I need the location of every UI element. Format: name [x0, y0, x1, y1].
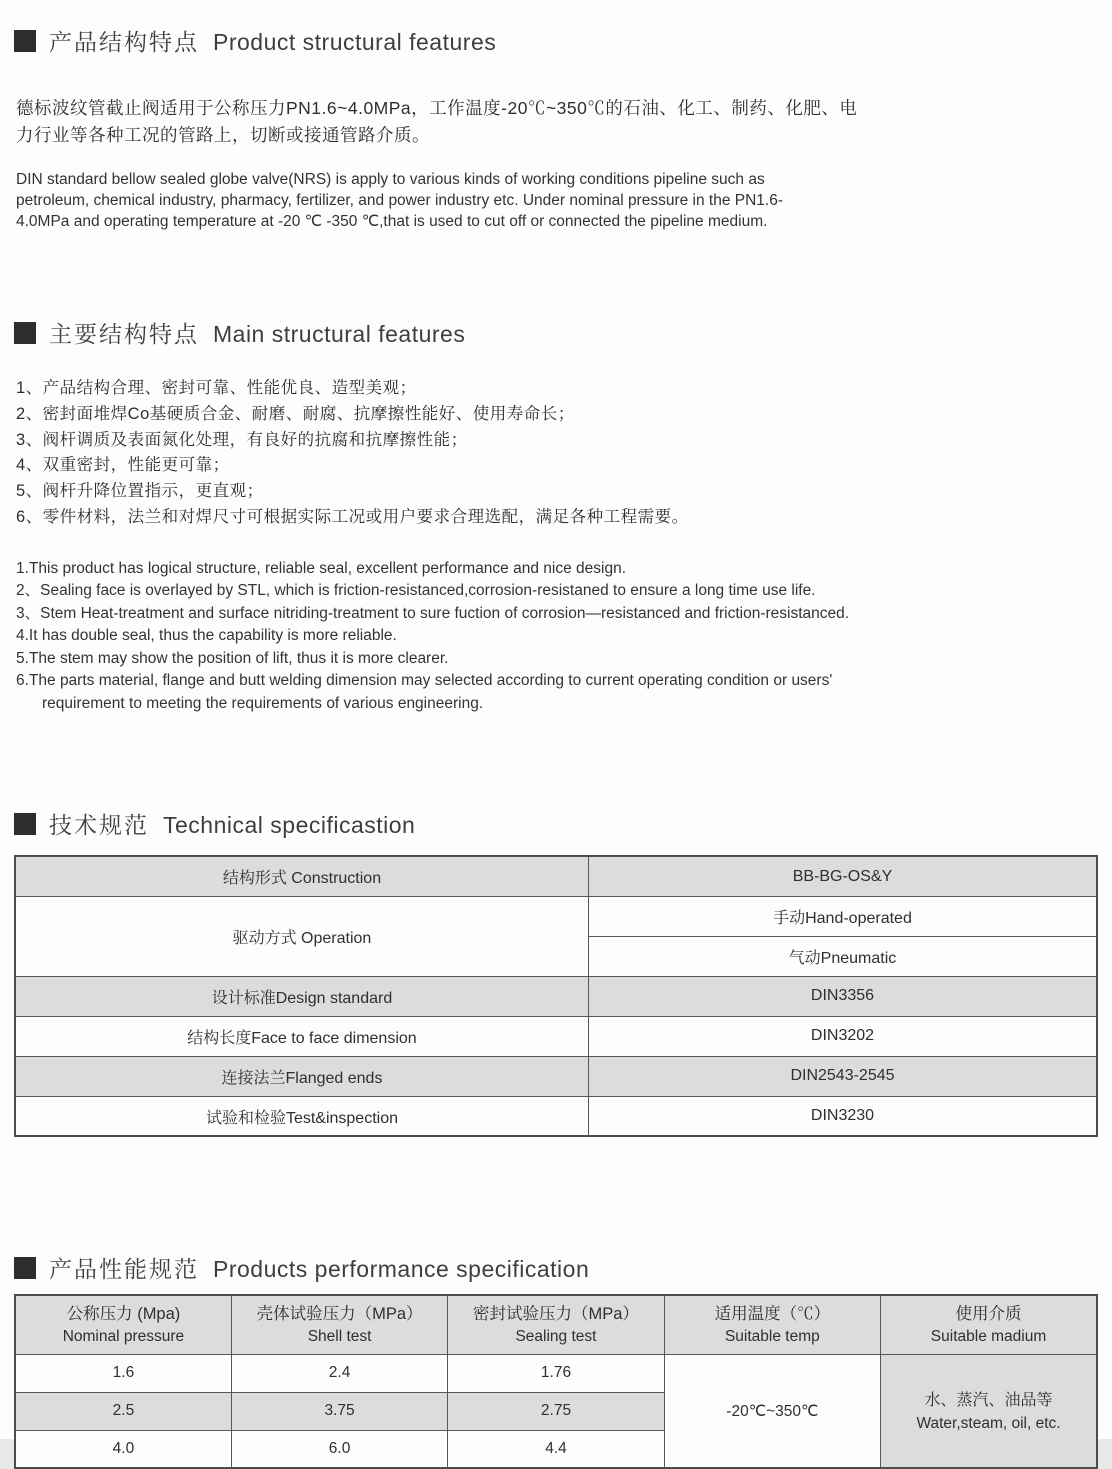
sealing-test-cell: 4.4	[448, 1430, 664, 1468]
spec-value-cell: DIN3356	[588, 976, 1097, 1016]
table-header-row	[15, 1295, 1097, 1354]
section-title-zh: 产品性能规范	[49, 1256, 199, 1283]
pressure-cell: 4.0	[15, 1430, 231, 1468]
list-item: 1.This product has logical structure, reliable seal, excellent performance and nice design.	[16, 559, 626, 577]
section-title-en: Products performance specification	[213, 1256, 590, 1283]
spec-label-cell: 驱动方式 Operation	[15, 896, 588, 976]
column-header-zh: 使用介质	[955, 1305, 1022, 1324]
list-item: 6、零件材料，法兰和对焊尺寸可根据实际工况或用户要求合理选配，满足各种工程需要。	[16, 507, 689, 526]
section-bullet-icon	[14, 30, 36, 52]
medium-cell	[881, 1354, 1097, 1468]
column-header-en: Shell test	[307, 1328, 372, 1346]
column-header-en: Sealing test	[515, 1328, 597, 1346]
sealing-test-cell: 2.75	[448, 1392, 664, 1430]
features-list-zh	[16, 376, 1098, 531]
spec-label-cell: 结构形式 Construction	[15, 856, 588, 896]
table-row	[15, 1016, 1097, 1056]
section-bullet-icon	[14, 322, 36, 344]
list-item: 2、密封面堆焊Co基硬质合金、耐磨、耐腐、抗摩擦性能好、使用寿命长；	[16, 404, 575, 423]
performance-specification-table	[14, 1294, 1098, 1469]
temp-range-cell: -20℃~350℃	[664, 1354, 880, 1468]
table-row	[15, 896, 1097, 936]
section-title-zh: 产品结构特点	[49, 29, 199, 55]
spec-value-cell: 手动Hand-operated	[588, 896, 1097, 936]
spec-value-cell: 气动Pneumatic	[588, 936, 1097, 976]
column-header	[881, 1295, 1097, 1354]
list-item: 3、Stem Heat-treatment and surface nitriding-treatment to sure fuction of corrosion—resistanced and friction-resistanced.	[16, 604, 850, 622]
spec-value-cell: DIN3230	[588, 1096, 1097, 1136]
table-row	[15, 1056, 1097, 1096]
list-item: 2、Sealing face is overlayed by STL, which is friction-resistanced,corrosion-resistaned to ensure a long time use life.	[16, 582, 816, 600]
table-row	[15, 1354, 1097, 1392]
spec-value-cell: BB-BG-OS&Y	[588, 856, 1097, 896]
list-item: 5.The stem may show the position of lift, thus it is more clearer.	[16, 649, 449, 667]
shell-test-cell: 3.75	[231, 1392, 447, 1430]
spec-value-cell: DIN3202	[588, 1016, 1097, 1056]
section-title-en: Main structural features	[213, 321, 466, 347]
column-header	[231, 1295, 447, 1354]
sealing-test-cell: 1.76	[448, 1354, 664, 1392]
column-header-zh: 壳体试验压力（MPa）	[256, 1305, 423, 1324]
section-header-technical-specification	[14, 807, 1098, 840]
column-header	[664, 1295, 880, 1354]
column-header-en: Suitable temp	[724, 1328, 820, 1346]
table-row	[15, 976, 1097, 1016]
product-description-zh: 德标波纹管截止阀适用于公称压力PN1.6~4.0MPa，工作温度-20℃~350℃的石油、化工、制药、化肥、电力行业等各种工况的管路上，切断或接通管路介质。	[16, 98, 858, 145]
spec-label-cell: 设计标准Design standard	[15, 976, 588, 1016]
medium-zh: 水、蒸汽、油品等	[924, 1391, 1053, 1409]
section-title-zh: 主要结构特点	[49, 321, 199, 347]
section-title-en: Technical specificastion	[163, 812, 416, 839]
medium-en: Water,steam, oil, etc.	[916, 1414, 1061, 1432]
section-header-product-structural-features	[14, 24, 1098, 57]
table-row	[15, 1096, 1097, 1136]
product-description-en: DIN standard bellow sealed globe valve(NRS) is apply to various kinds of working conditions pipeline such as petroleum, chemical industry, pharmacy, fertilizer, and power industry etc. Under nominal pressure in the PN1.6-4.0MPa and operating temperature at -20 ℃ -350 ℃,that is used to cut off or connected the pipeline medium.	[16, 171, 784, 230]
list-item: 3、阀杆调质及表面氮化处理，有良好的抗腐和抗摩擦性能；	[16, 430, 468, 449]
list-item: 6.The parts material, flange and butt welding dimension may selected according to current operating condition or users' requirement to meeting the requirements of various engineering.	[16, 672, 833, 712]
pressure-cell: 1.6	[15, 1354, 231, 1392]
column-header-zh: 公称压力 (Mpa)	[66, 1305, 181, 1324]
column-header-zh: 密封试验压力（MPa）	[473, 1305, 639, 1324]
column-header-en: Nominal pressure	[62, 1328, 185, 1346]
section-title-en: Product structural features	[213, 29, 497, 55]
technical-specification-table	[14, 855, 1098, 1137]
features-list-en	[16, 558, 852, 716]
column-header	[448, 1295, 664, 1354]
list-item: 1、产品结构合理、密封可靠、性能优良、造型美观；	[16, 379, 417, 397]
spec-label-cell: 试验和检验Test&inspection	[15, 1096, 588, 1136]
section-bullet-icon	[14, 1257, 36, 1279]
shell-test-cell: 6.0	[231, 1430, 447, 1468]
column-header-zh: 适用温度（℃）	[714, 1305, 831, 1324]
list-item: 4、双重密封，性能更可靠；	[16, 456, 230, 475]
section-header-performance-specification	[14, 1251, 1098, 1284]
list-item: 5、阀杆升降位置指示，更直观；	[16, 482, 264, 501]
spec-label-cell: 结构长度Face to face dimension	[15, 1016, 588, 1056]
pressure-cell: 2.5	[15, 1392, 231, 1430]
spec-label-cell: 连接法兰Flanged ends	[15, 1056, 588, 1096]
section-title-zh: 技术规范	[49, 812, 149, 839]
column-header	[15, 1295, 231, 1354]
table-row	[15, 856, 1097, 896]
list-item: 4.It has double seal, thus the capability is more reliable.	[16, 627, 397, 645]
shell-test-cell: 2.4	[231, 1354, 447, 1392]
column-header-en: Suitable madium	[930, 1328, 1047, 1346]
spec-value-cell: DIN2543-2545	[588, 1056, 1097, 1096]
section-bullet-icon	[14, 813, 36, 835]
section-header-main-structural-features	[14, 316, 1098, 349]
